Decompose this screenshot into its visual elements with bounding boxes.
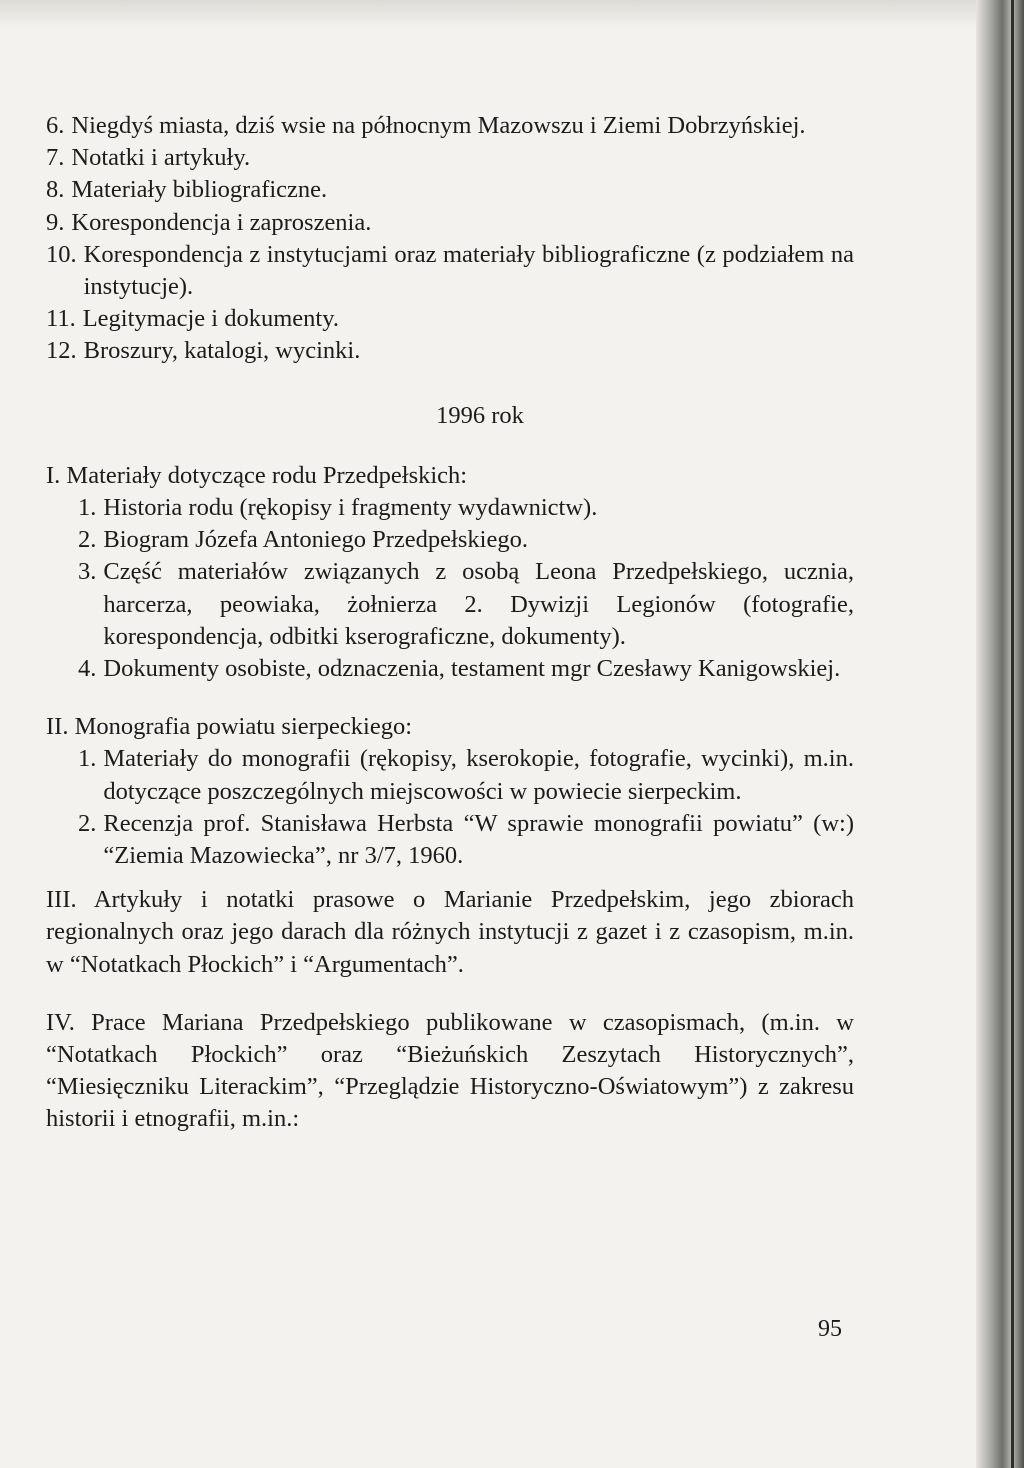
list-item-number: 6. bbox=[46, 112, 65, 139]
section-2-list bbox=[46, 743, 854, 872]
list-item-text: Część materiałów związanych z osobą Leona Przedpełskiego, ucznia, harcerza, peowiaka, żołnierza 2. Dywizji Legionów (fotografie, korespondencja, odbitki kserograficzne, dokumenty). bbox=[103, 558, 854, 650]
list-item bbox=[46, 110, 854, 142]
list-item-number: 3. bbox=[78, 558, 97, 586]
page-text bbox=[46, 110, 854, 1136]
list-item bbox=[46, 207, 854, 239]
list-item-text: Broszury, katalogi, wycinki. bbox=[83, 337, 361, 365]
list-item-number: 10. bbox=[46, 240, 77, 268]
list-item-text: Korespondencja i zaproszenia. bbox=[71, 208, 372, 236]
list-item-number: 4. bbox=[78, 655, 97, 683]
list-item-text: Legitymacje i dokumenty. bbox=[82, 305, 339, 333]
section-1-list bbox=[46, 492, 854, 685]
list-item-number: 9. bbox=[46, 208, 65, 236]
list-item-text: Notatki i artykuły. bbox=[71, 144, 251, 172]
book-spine-edge bbox=[976, 0, 1024, 1468]
list-item bbox=[46, 303, 854, 335]
list-item bbox=[78, 743, 854, 807]
spacer bbox=[46, 685, 854, 711]
list-item-number: 1. bbox=[78, 745, 97, 773]
spacer bbox=[46, 872, 854, 884]
section-1-title: I. Materiały dotyczące rodu Przedpełskich: bbox=[46, 461, 468, 489]
spine-shadow-line bbox=[1011, 0, 1014, 1468]
year-heading: 1996 rok bbox=[436, 401, 524, 429]
list-item bbox=[78, 653, 854, 685]
list-item bbox=[78, 492, 854, 524]
list-item bbox=[78, 556, 854, 653]
list-item bbox=[46, 174, 854, 206]
list-item-number: 12. bbox=[46, 337, 77, 365]
list-item-number: 7. bbox=[46, 144, 65, 172]
list-item bbox=[46, 335, 854, 367]
list-item-text: Recenzja prof. Stanisława Herbsta “W sprawie monografii powiatu” (w:) “Ziemia Mazowiecka”, nr 3/7, 1960. bbox=[103, 809, 854, 870]
list-item-number: 8. bbox=[46, 176, 65, 204]
list-item-text: Materiały bibliograficzne. bbox=[71, 176, 328, 204]
list-item bbox=[46, 239, 854, 303]
list-item-number: 2. bbox=[78, 526, 97, 554]
page-top-shadow bbox=[0, 0, 1024, 30]
list-item bbox=[78, 808, 854, 872]
page-number: 95 bbox=[818, 1316, 842, 1342]
list-item-text: Materiały do monografii (rękopisy, kserokopie, fotografie, wycinki), m.in. dotyczące poszczególnych miejscowości w powiecie sierpeckim. bbox=[103, 745, 854, 805]
list-item-number: 11. bbox=[46, 305, 76, 333]
section-4-paragraph: IV. Prace Mariana Przedpełskiego publikowane w czasopismach, (m.in. w “Notatkach Płockich” oraz “Bieżuńskich Zeszytach Historycznych”, “Miesięczniku Literackim”, “Przeglądzie Historyczno-Oświatowym”) z zakresu historii i etnografii, m.in.: bbox=[46, 1008, 854, 1133]
list-item-number: 2. bbox=[78, 809, 97, 837]
list-item bbox=[46, 142, 854, 174]
section-2-title: II. Monografia powiatu sierpeckiego: bbox=[46, 713, 413, 741]
list-item-text: Dokumenty osobiste, odznaczenia, testament mgr Czesławy Kanigowskiej. bbox=[103, 655, 841, 683]
section-3-paragraph: III. Artykuły i notatki prasowe o Marianie Przedpełskim, jego zbiorach regionalnych oraz jego darach dla różnych instytucji z gazet i z czasopism, m.in. w “Notatkach Płockich” i “Argumentach”. bbox=[46, 886, 854, 978]
list-item-text: Biogram Józefa Antoniego Przedpełskiego. bbox=[103, 526, 528, 554]
list-item-text: Niegdyś miasta, dziś wsie na północnym Mazowszu i Ziemi Dobrzyńskiej. bbox=[71, 112, 806, 139]
list-item-text: Korespondencja z instytucjami oraz materiały bibliograficzne (z podziałem na instytucje). bbox=[83, 240, 854, 301]
list-item-text: Historia rodu (rękopisy i fragmenty wydawnictw). bbox=[103, 494, 598, 522]
list-item bbox=[78, 524, 854, 556]
spacer bbox=[46, 981, 854, 1007]
list-item-number: 1. bbox=[78, 494, 97, 522]
